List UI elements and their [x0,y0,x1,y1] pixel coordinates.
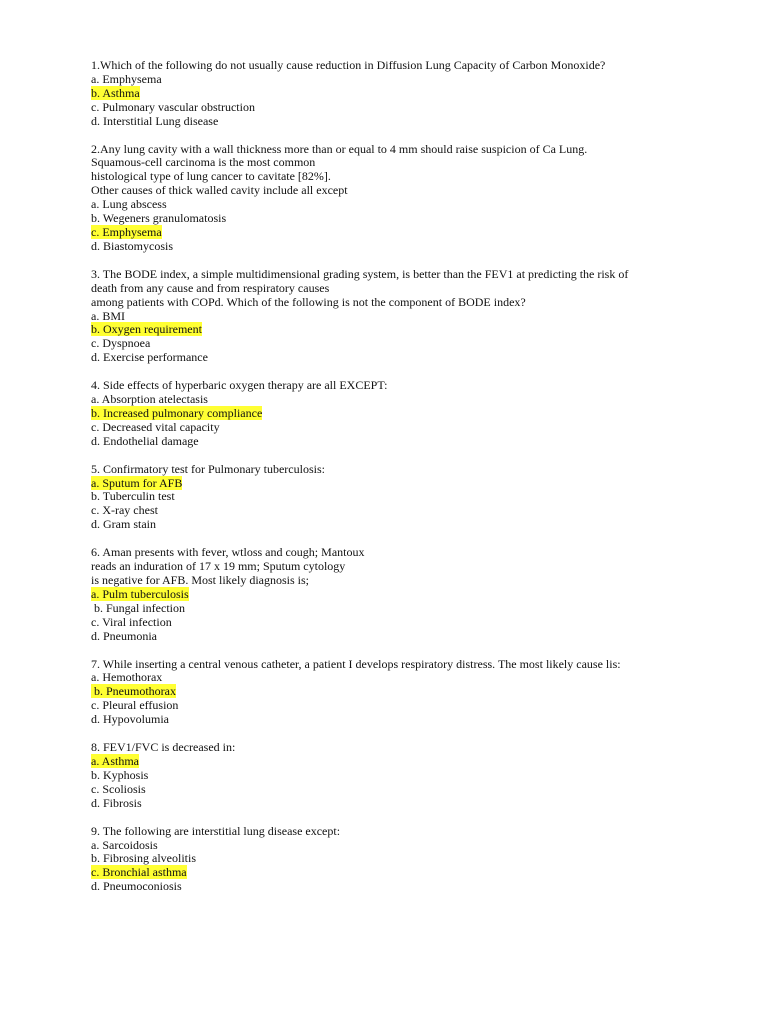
answer-option-text: d. Biastomycosis [91,238,174,253]
answer-option-text: c. Viral infection [91,614,172,629]
answer-option-highlighted [91,477,741,491]
answer-option-text: a. Absorption atelectasis [91,392,208,407]
answer-option-text: a. Pulm tuberculosis [91,586,189,601]
question-stem-line: 9. The following are interstitial lung disease except: [91,823,341,838]
question-stem-line: 4. Side effects of hyperbaric oxygen therapy are all EXCEPT: [91,378,388,393]
answer-option [91,839,741,853]
answer-option [91,310,741,324]
answer-option-text: b. Fibrosing alveolitis [91,851,196,866]
answer-option-text: d. Pneumonia [91,628,157,643]
answer-option-highlighted [91,685,741,699]
answer-option-text: b. Oxygen requirement [91,322,202,337]
answer-option [91,212,741,226]
question-stem-line: reads an induration of 17 x 19 mm; Sputum cytology [91,559,346,574]
answer-option-text: c. Pleural effusion [91,698,179,713]
answer-option [91,616,741,630]
answer-option [91,630,741,644]
answer-option [91,671,741,685]
question-stem-line: histological type of lung cancer to cavitate [82%]. [91,169,331,184]
answer-option-text: c. Decreased vital capacity [91,419,220,434]
answer-option-text: c. Emphysema [91,224,162,239]
answer-option [91,713,741,727]
answer-option-text: a. Hemothorax [91,670,163,685]
answer-option [91,852,741,866]
question-stem-line: 8. FEV1/FVC is decreased in: [91,740,236,755]
answer-option-text: a. Emphysema [91,71,162,86]
answer-option-text: a. Sarcoidosis [91,837,158,852]
question-stem-line: is negative for AFB. Most likely diagnosis is; [91,573,309,587]
question-stem-line: 5. Confirmatory test for Pulmonary tuberculosis: [91,461,325,476]
answer-option-text: d. Exercise performance [91,350,208,365]
answer-option [91,797,741,811]
answer-option-highlighted [91,323,741,337]
answer-option [91,504,741,518]
answer-option-text: b. Increased pulmonary compliance [91,405,263,420]
answer-option-text: d. Pneumoconiosis [91,879,182,894]
question-block [91,143,741,254]
answer-option-text: a. Asthma [91,753,139,768]
question-block [91,268,741,365]
question-stem-line: death from any cause and from respiratory causes [91,280,330,295]
answer-option [91,73,741,87]
answer-option-highlighted [91,866,741,880]
question-block [91,741,741,811]
answer-option [91,115,741,129]
question-stem-line: Other causes of thick walled cavity include all except [91,183,348,198]
question-block [91,59,741,129]
answer-option [91,769,741,783]
question-block [91,546,741,643]
question-stem-line: Squamous-cell carcinoma is the most common [91,155,316,170]
answer-option-text: c. Pulmonary vascular obstruction [91,99,255,114]
answer-option-text: b. Tuberculin test [91,489,175,504]
answer-option [91,602,741,616]
question-stem-line: 1.Which of the following do not usually cause reduction in Diffusion Lung Capacity of Carbon Monoxide? [91,58,606,72]
question-block [91,463,741,533]
question-block [91,825,741,895]
answer-option [91,421,741,435]
answer-option-text: b. Fungal infection [91,600,185,615]
answer-option-text: c. X-ray chest [91,503,158,518]
answer-option-text: c. Dyspnoea [91,336,151,351]
answer-option-text: d. Gram stain [91,517,156,532]
answer-option-text: d. Hypovolumia [91,712,169,727]
answer-option-text: c. Scoliosis [91,781,146,796]
answer-option-highlighted [91,87,741,101]
question-block [91,379,741,449]
answer-option-highlighted [91,226,741,240]
question-stem-line: among patients with COPd. Which of the following is not the component of BODE index? [91,294,526,309]
answer-option-text: c. Bronchial asthma [91,865,187,880]
answer-option [91,198,741,212]
answer-option-text: b. Wegeners granulomatosis [91,211,227,226]
answer-option [91,490,741,504]
answer-option [91,699,741,713]
answer-option [91,393,741,407]
question-stem-line: 2.Any lung cavity with a wall thickness more than or equal to 4 mm should raise suspicion of Ca Lung. [91,141,588,156]
question-block [91,658,741,728]
answer-option [91,880,741,894]
answer-option-highlighted [91,407,741,421]
answer-option [91,435,741,449]
answer-option-text: a. Lung abscess [91,197,167,212]
answer-option [91,351,741,365]
answer-option [91,337,741,351]
answer-option [91,783,741,797]
answer-option [91,101,741,115]
question-stem-line: 3. The BODE index, a simple multidimensional grading system, is better than the FEV1 at predicting the risk of [91,266,629,281]
document-page [91,59,741,908]
answer-option-text: b. Pneumothorax [91,684,176,699]
answer-option-text: d. Fibrosis [91,795,142,810]
answer-option [91,240,741,254]
answer-option-highlighted [91,588,741,602]
question-stem-line: 6. Aman presents with fever, wtloss and cough; Mantoux [91,545,365,560]
answer-option-text: b. Asthma [91,85,140,100]
answer-option-text: d. Endothelial damage [91,433,199,448]
answer-option-highlighted [91,755,741,769]
answer-option-text: a. BMI [91,308,125,323]
answer-option-text: b. Kyphosis [91,767,149,782]
answer-option-text: d. Interstitial Lung disease [91,113,219,128]
answer-option-text: a. Sputum for AFB [91,475,183,490]
question-stem-line: 7. While inserting a central venous catheter, a patient I develops respiratory distress. The most likely cause lis: [91,656,621,671]
answer-option [91,518,741,532]
